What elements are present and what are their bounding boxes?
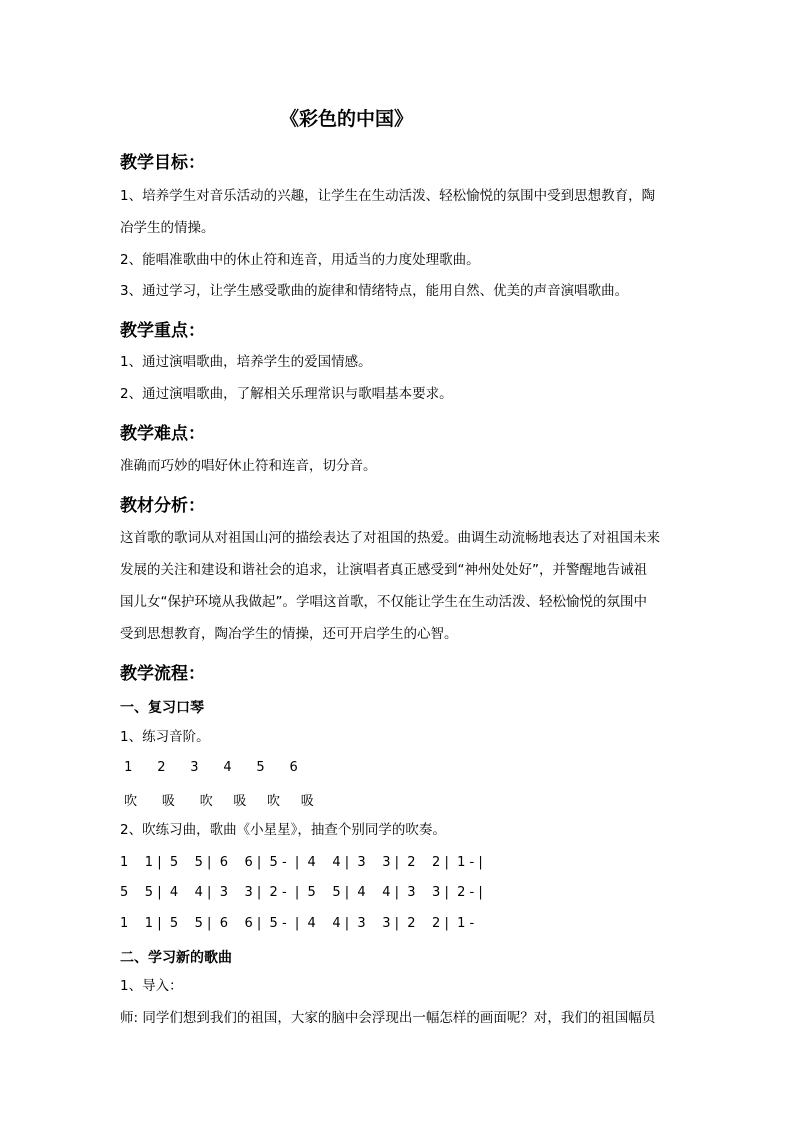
part2-item-1: 1、导入： <box>120 978 183 994</box>
scale-notes: 1 2 3 4 5 6 <box>120 760 298 775</box>
heading-key-points: 教学重点： <box>120 321 205 341</box>
heading-process: 教学流程： <box>120 664 205 684</box>
analysis-line-1: 这首歌的歌词从对祖国山河的描绘表达了对祖国的热爱。曲调生动流畅地表达了对祖国未来 <box>120 530 660 546</box>
difficulty-text: 准确而巧妙的唱好休止符和连音，切分音。 <box>120 458 377 474</box>
key-point-1: 1、通过演唱歌曲，培养学生的爱国情感。 <box>120 354 372 370</box>
heading-difficulty: 教学难点： <box>120 424 205 444</box>
document-title: 《彩色的中国》 <box>280 108 414 130</box>
goal-line-1: 1、培养学生对音乐活动的兴趣，让学生在生动活泼、轻松愉悦的氛围中受到思想教育，陶 <box>120 188 656 204</box>
analysis-line-4: 受到思想教育，陶冶学生的情操，还可开启学生的心智。 <box>120 626 458 642</box>
score-line-1: 1 1 | 5 5 | 6 6 | 5 - | 4 4 | 3 3 | 2 2 | 1 - | <box>120 855 483 870</box>
part1-item-1: 1、练习音阶。 <box>120 729 210 745</box>
key-point-2: 2、通过演唱歌曲，了解相关乐理常识与歌唱基本要求。 <box>120 386 453 402</box>
analysis-line-3: 国儿女“保护环境从我做起”。学唱这首歌，不仅能让学生在生动活泼、轻松愉悦的氛围中 <box>120 594 647 610</box>
teacher-line: 师: 同学们想到我们的祖国，大家的脑中会浮现出一幅怎样的画面呢？对，我们的祖国幅员 <box>120 1010 656 1026</box>
goal-line-2: 冶学生的情操。 <box>120 220 215 236</box>
part2-heading: 二、学习新的歌曲 <box>120 950 232 966</box>
heading-goals: 教学目标： <box>120 153 205 173</box>
analysis-line-2: 发展的关注和建设和谐社会的追求，让演唱者真正感受到“神州处处好”，并警醒地告诫祖 <box>120 562 647 578</box>
score-line-3: 1 1 | 5 5 | 6 6 | 5 - | 4 4 | 3 3 | 2 2 | 1 - <box>120 916 475 931</box>
goal-line-3: 2、能唱准歌曲中的休止符和连音，用适当的力度处理歌曲。 <box>120 252 480 268</box>
part1-item-2: 2、吹练习曲，歌曲《小星星》，抽查个别同学的吹奏。 <box>120 822 446 838</box>
goal-line-4: 3、通过学习，让学生感受歌曲的旋律和情绪特点，能用自然、优美的声音演唱歌曲。 <box>120 283 629 299</box>
part1-heading: 一、复习口琴 <box>120 700 204 716</box>
score-line-2: 5 5 | 4 4 | 3 3 | 2 - | 5 5 | 4 4 | 3 3 | 2 - | <box>120 885 483 900</box>
scale-breath: 吹 吸 吹 吸 吹 吸 <box>120 794 314 809</box>
heading-analysis: 教材分析： <box>120 496 205 516</box>
